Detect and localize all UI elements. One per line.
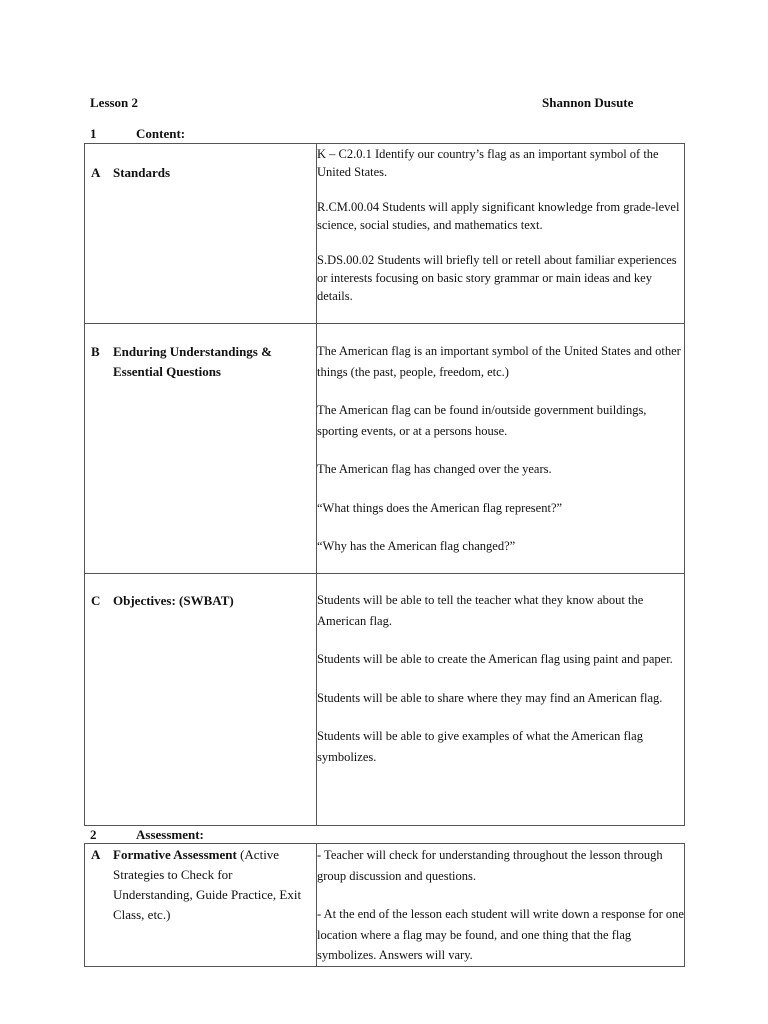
standard-paragraph: S.DS.00.02 Students will briefly tell or retell about familiar experiences or interests focusing on basic story grammar or main ideas and key details. (317, 253, 677, 303)
section-1-number: 1 (90, 126, 97, 141)
objective-paragraph: Students will be able to create the American flag using paint and paper. (317, 652, 673, 666)
section-2-number: 2 (90, 827, 97, 842)
table-row-standards (85, 144, 685, 324)
assessment-paragraph: - At the end of the lesson each student will write down a response for one location where a flag may be found, and one thing that the flag symbolizes. Answers will vary. (317, 907, 684, 962)
row-letter: C (91, 593, 101, 608)
standards-content (317, 144, 685, 324)
essential-question: “Why has the American flag changed?” (317, 539, 516, 553)
essential-question: “What things does the American flag represent?” (317, 500, 563, 515)
row-letter: A (91, 165, 101, 180)
objectives-content (317, 574, 685, 826)
table-row-objectives (85, 574, 685, 826)
row-label-cell (85, 144, 317, 324)
objectives-label: Objectives: (SWBAT) (113, 593, 234, 608)
lesson-title: Lesson 2 (90, 95, 139, 110)
table-row-enduring (85, 324, 685, 574)
row-label-cell (85, 844, 317, 967)
row-letter: B (91, 344, 100, 359)
formative-assessment-note: (Active Strategies to Check for Understanding, Guide Practice, Exit Class, etc.) (113, 847, 302, 922)
row-label-cell (85, 324, 317, 574)
assessment-table (84, 843, 685, 967)
standard-paragraph: K – C2.0.1 Identify our country’s flag as an important symbol of the United States. (317, 147, 659, 179)
understanding-paragraph: The American flag can be found in/outside government buildings, sporting events, or at a persons house. (317, 403, 647, 438)
formative-content (317, 844, 685, 967)
content-table (84, 143, 685, 826)
understanding-paragraph: The American flag has changed over the years. (317, 462, 552, 476)
section-1-title: Content: (136, 126, 186, 141)
row-label (85, 342, 316, 382)
objective-paragraph: Students will be able to tell the teacher what they know about the American flag. (317, 593, 644, 628)
assessment-paragraph: - Teacher will check for understanding throughout the lesson through group discussion and questions. (317, 848, 663, 883)
standard-paragraph: R.CM.00.04 Students will apply significant knowledge from grade-level science, social studies, and mathematics text. (317, 200, 680, 232)
formative-assessment-label: Formative Assessment (113, 847, 237, 862)
objective-paragraph: Students will be able to share where they may find an American flag. (317, 690, 663, 705)
row-label (85, 591, 316, 611)
enduring-content (317, 324, 685, 574)
author-name: Shannon Dusute (542, 95, 634, 110)
enduring-understandings-label: Enduring Understandings & Essential Questions (113, 344, 272, 379)
row-letter: A (91, 847, 101, 862)
table-row-formative (85, 844, 685, 967)
objective-paragraph: Students will be able to give examples of what the American flag symbolizes. (317, 729, 643, 764)
understanding-paragraph: The American flag is an important symbol of the United States and other things (the past, people, freedom, etc.) (317, 344, 681, 379)
section-2-title: Assessment: (136, 827, 204, 842)
row-label (85, 845, 316, 925)
standards-label: Standards (113, 165, 171, 180)
row-label-cell (85, 574, 317, 826)
row-label (85, 163, 316, 183)
